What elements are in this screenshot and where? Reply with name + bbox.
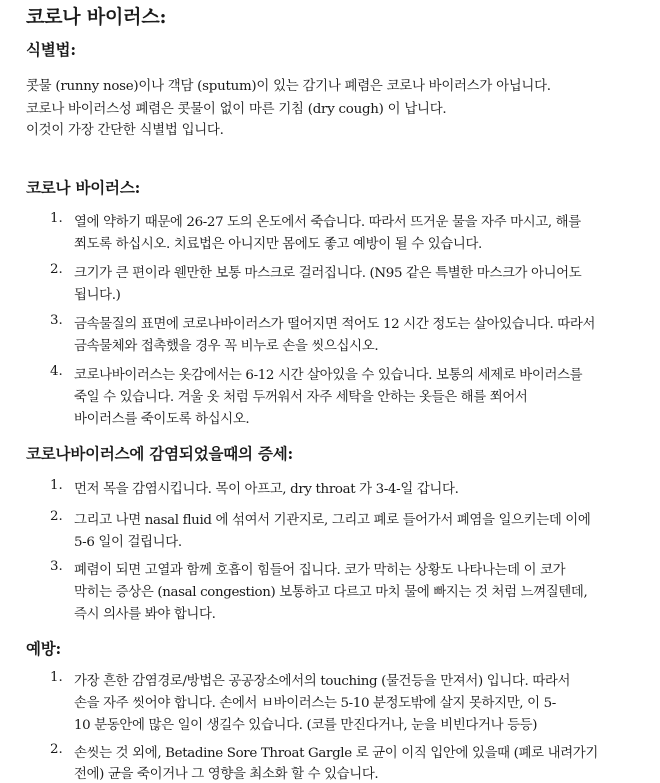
- virus-item-line: 금속물질의 표면에 코로나바이러스가 떨어지면 적어도 12 시간 정도는 살아있습니다. 따라서: [74, 317, 596, 332]
- symptoms-item-line: 즉시 의사를 봐야 합니다.: [74, 607, 216, 622]
- virus-item-line: 죽일 수 있습니다. 겨울 옷 처럼 두꺼워서 자주 세탁을 안하는 옷들은 해를 쬐어서: [74, 390, 528, 405]
- virus-heading: 코로나 바이러스:: [26, 178, 141, 197]
- symptoms-item-number: 2.: [50, 509, 63, 524]
- virus-item-line: 됩니다.): [74, 288, 121, 303]
- identification-line: 이것이 가장 간단한 식별법 입니다.: [26, 123, 224, 138]
- prevention-item-line: 10 분동안에 많은 일이 생길수 있습니다. (코를 만진다거나, 눈을 비빈다거나 등등): [74, 718, 538, 733]
- prevention-item-line: 가장 흔한 감염경로/방법은 공공장소에서의 touching (물건등을 만져서) 입니다. 따라서: [74, 674, 571, 689]
- virus-item-line: 쬐도록 하십시오. 치료법은 아니지만 몸에도 좋고 예방이 될 수 있습니다.: [74, 237, 482, 252]
- symptoms-item-line: 그리고 나면 nasal fluid 에 섞여서 기관지로, 그리고 폐로 들어가서 폐염을 일으키는데 이에: [74, 513, 591, 528]
- symptoms-item-number: 3.: [50, 559, 63, 574]
- symptoms-heading: 코로나바이러스에 감염되었을때의 증세:: [26, 444, 294, 463]
- prevention-heading: 예방:: [26, 639, 62, 658]
- virus-item-line: 금속물체와 접촉했을 경우 꼭 비누로 손을 씻으십시오.: [74, 339, 379, 354]
- virus-item-line: 크기가 큰 편이라 웬만한 보통 마스크로 걸러집니다. (N95 같은 특별한 마스크가 아니어도: [74, 266, 582, 281]
- virus-item-line: 바이러스를 죽이도록 하십시오.: [74, 412, 250, 427]
- identification-line: 코로나 바이러스성 폐렴은 콧물이 없이 마른 기침 (dry cough) 이 납니다.: [26, 102, 447, 117]
- virus-item-number: 1.: [50, 211, 63, 226]
- virus-item-line: 코로나바이러스는 옷감에서는 6-12 시간 살아있을 수 있습니다. 보통의 세제로 바이러스를: [74, 368, 583, 383]
- symptoms-item-line: 먼저 목을 감염시킵니다. 목이 아프고, dry throat 가 3-4-일 갑니다.: [74, 482, 459, 497]
- identification-heading: 식별법:: [26, 40, 76, 59]
- virus-item-number: 4.: [50, 364, 63, 379]
- identification-line: 콧물 (runny nose)이나 객담 (sputum)이 있는 감기나 폐렴은 코로나 바이러스가 아닙니다.: [26, 79, 551, 94]
- prevention-item-line: 손씻는 것 외에, Betadine Sore Throat Gargle 로 균이 이직 입안에 있을때 (폐로 내려가기: [74, 746, 598, 761]
- symptoms-item-line: 5-6 일이 걸립니다.: [74, 535, 182, 550]
- document-title: 코로나 바이러스:: [26, 6, 167, 28]
- virus-item-number: 2.: [50, 262, 63, 277]
- symptoms-item-line: 막히는 증상은 (nasal congestion) 보통하고 다르고 마치 물에 빠지는 것 처럼 느껴질텐데,: [74, 585, 588, 600]
- prevention-item-number: 1.: [50, 670, 63, 685]
- virus-item-line: 열에 약하기 때문에 26-27 도의 온도에서 죽습니다. 따라서 뜨거운 물을 자주 마시고, 해를: [74, 215, 581, 230]
- symptoms-item-number: 1.: [50, 478, 63, 493]
- prevention-item-line: 전에) 균을 죽이거나 그 영향을 최소화 할 수 있습니다.: [74, 767, 379, 782]
- prevention-item-line: 손을 자주 씻어야 합니다. 손에서 ㅂ바이러스는 5-10 분정도밖에 살지 못하지만, 이 5-: [74, 696, 556, 711]
- symptoms-item-line: 폐렴이 되면 고열과 함께 호흡이 힘들어 집니다. 코가 막히는 상황도 나타나는데 이 코가: [74, 563, 566, 578]
- prevention-item-number: 2.: [50, 742, 63, 757]
- virus-item-number: 3.: [50, 313, 63, 328]
